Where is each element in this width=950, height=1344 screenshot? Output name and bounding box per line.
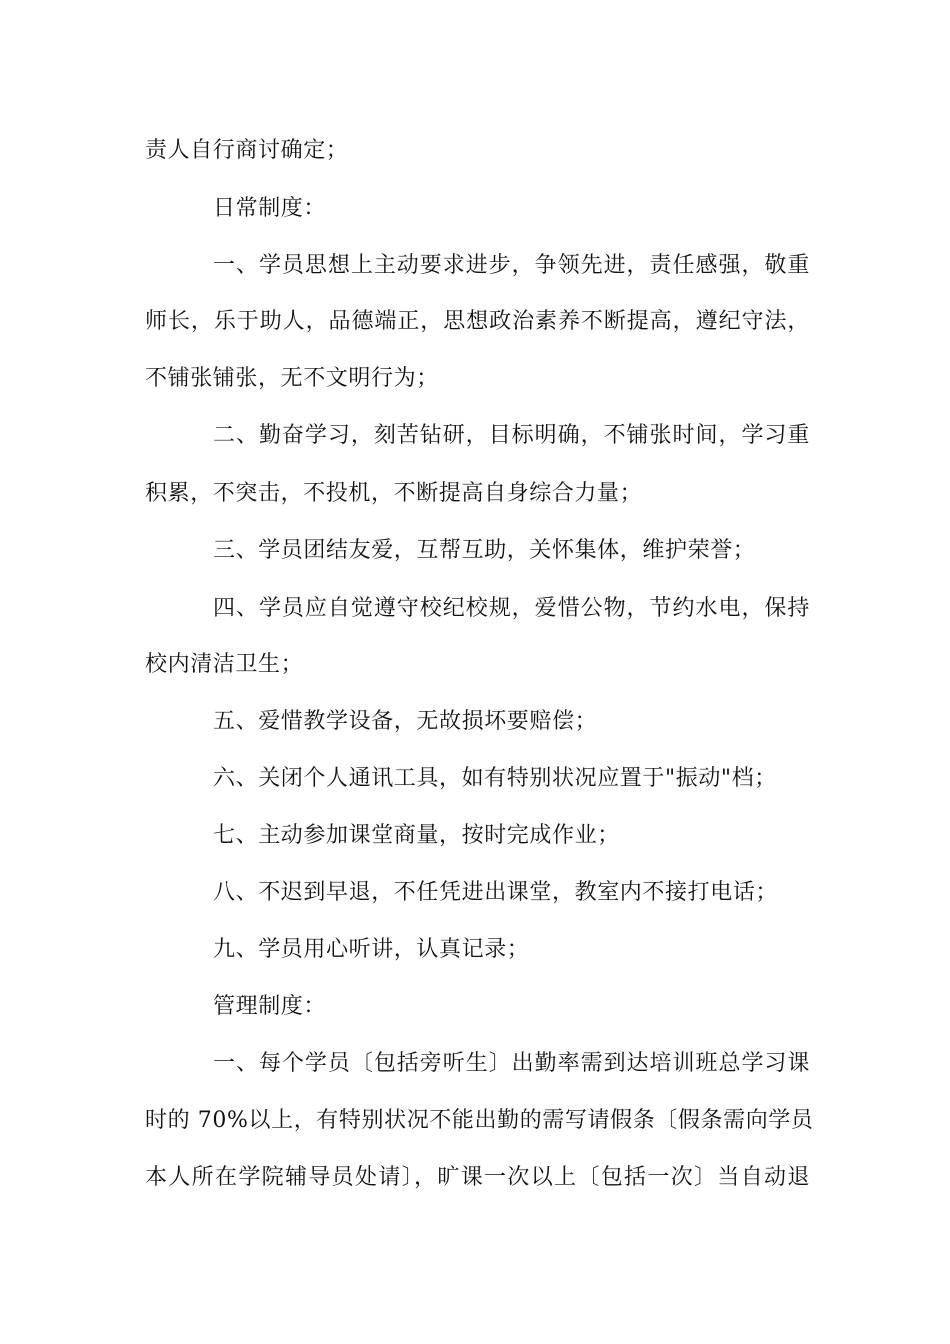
text-line-13: 七、主动参加课堂商量，按时完成作业； bbox=[213, 823, 620, 848]
text-line-18: 时的 70%以上，有特别状况不能出勤的需写请假条〔假条需向学员 bbox=[145, 1108, 814, 1133]
text-line-7: 积累，不突击，不投机，不断提高自身综合力量； bbox=[145, 481, 643, 506]
text-line-10: 校内清洁卫生； bbox=[145, 652, 304, 677]
text-line-17: 一、每个学员〔包括旁听生〕出勤率需到达培训班总学习课 bbox=[213, 1051, 810, 1076]
text-line-15: 九、学员用心听讲，认真记录； bbox=[213, 937, 530, 962]
section-heading-management-rules: 管理制度： bbox=[213, 994, 327, 1019]
text-line-9: 四、学员应自觉遵守校纪校规，爱惜公物，节约水电，保持 bbox=[213, 596, 810, 621]
text-line-3: 一、学员思想上主动要求进步，争领先进，责任感强，敬重 bbox=[213, 253, 810, 278]
text-line-5: 不铺张铺张，无不文明行为； bbox=[145, 366, 439, 391]
text-line-12: 六、关闭个人通讯工具，如有特别状况应置于"振动"档； bbox=[213, 766, 777, 791]
text-line-11: 五、爱惜教学设备，无故损坏要赔偿； bbox=[213, 709, 598, 734]
text-line-19: 本人所在学院辅导员处请〕，旷课一次以上〔包括一次〕当自动退 bbox=[145, 1165, 810, 1190]
text-line-6: 二、勤奋学习，刻苦钻研，目标明确，不铺张时间，学习重 bbox=[213, 423, 810, 448]
text-line-14: 八、不迟到早退，不任凭进出课堂，教室内不接打电话； bbox=[213, 880, 779, 905]
text-line-8: 三、学员团结友爱，互帮互助，关怀集体，维护荣誉； bbox=[213, 538, 756, 563]
text-line-4: 师长，乐于助人，品德端正，思想政治素养不断提高，遵纪守法， bbox=[145, 309, 810, 334]
text-line-1: 责人自行商讨确定； bbox=[145, 138, 349, 163]
section-heading-daily-rules: 日常制度： bbox=[213, 196, 327, 221]
